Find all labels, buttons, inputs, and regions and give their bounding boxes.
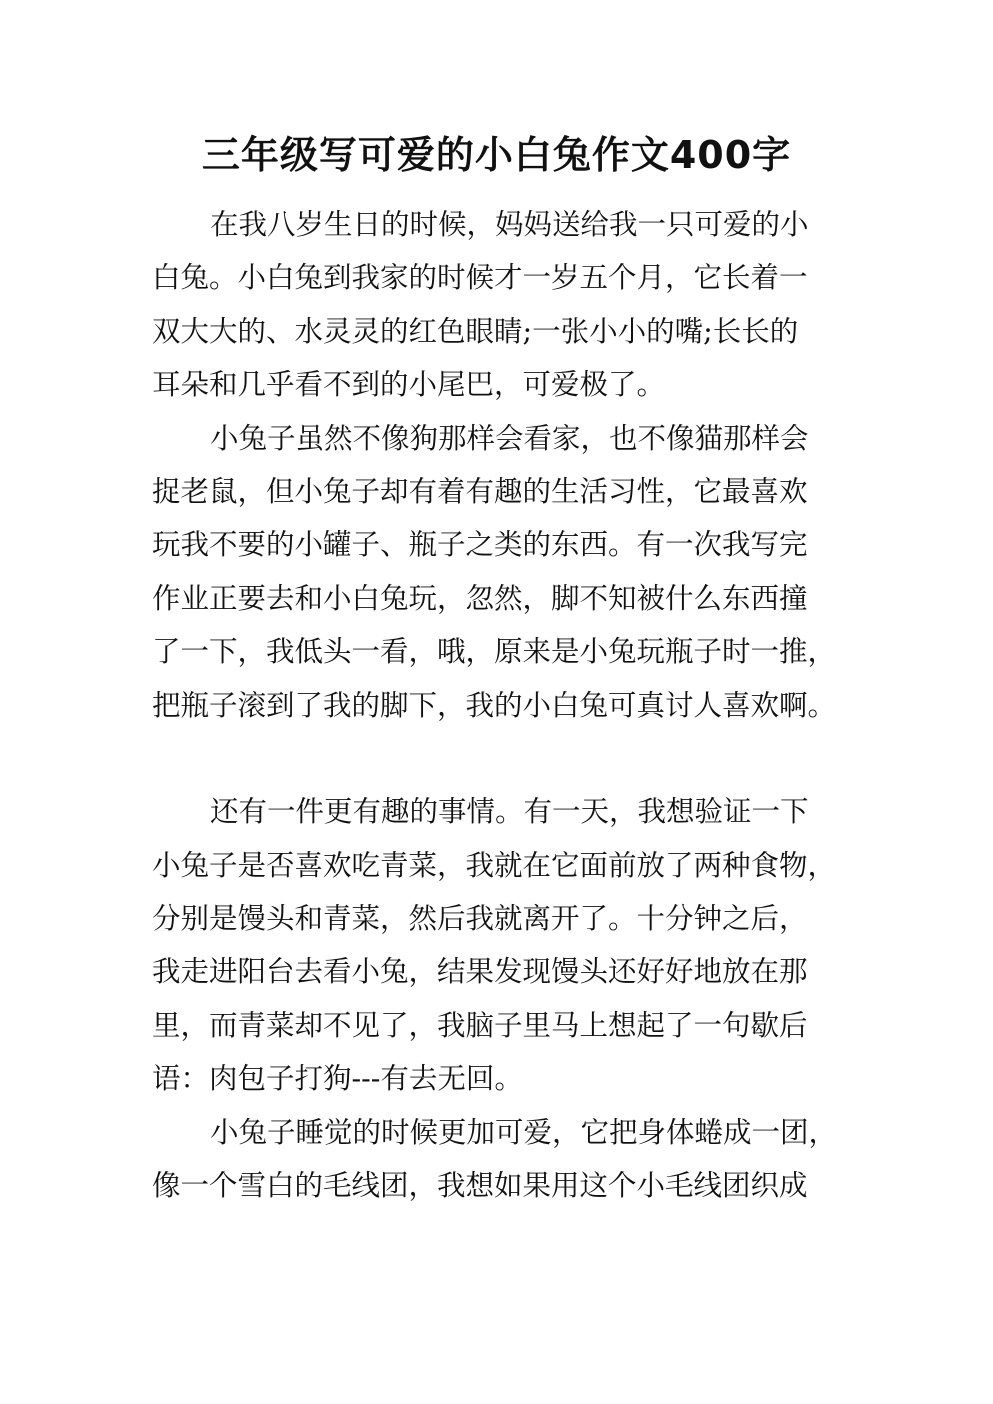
paragraph-3-line-4: 我走进阳台去看小兔，结果发现馒头还好好地放在那	[152, 955, 808, 989]
paragraph-1-line-1: 在我八岁生日的时候，妈妈送给我一只可爱的小	[210, 208, 809, 241]
paragraph-1-line-4: 耳朵和几乎看不到的小尾巴，可爱极了。	[152, 368, 666, 402]
paragraph-2-line-1: 小兔子虽然不像狗那样会看家，也不像猫那样会	[210, 421, 809, 455]
paragraph-4-line-2: 像一个雪白的毛线团，我想如果用这个小毛线团织成	[152, 1169, 808, 1203]
paragraph-2-line-5: 了一下，我低头一看，哦，原来是小兔玩瓶子时一推，	[152, 635, 837, 669]
paragraph-2-line-3: 玩我不要的小罐子、瓶子之类的东西。有一次我写完	[152, 528, 808, 562]
paragraph-1-line-3: 双大大的、水灵灵的红色眼睛;一张小小的嘴;长长的	[152, 314, 799, 348]
paragraph-3-line-5: 里，而青菜却不见了，我脑子里马上想起了一句歇后	[152, 1008, 808, 1042]
paragraph-3-line-1: 还有一件更有趣的事情。有一天，我想验证一下	[210, 795, 809, 829]
paragraph-1-line-2: 白兔。小白兔到我家的时候才一岁五个月，它长着一	[152, 261, 808, 295]
paragraph-3-line-6: 语：肉包子打狗---有去无回。	[152, 1062, 523, 1096]
paragraph-3-line-3: 分别是馒头和青菜，然后我就离开了。十分钟之后，	[152, 902, 808, 936]
paragraph-3-line-2: 小兔子是否喜欢吃青菜，我就在它面前放了两种食物，	[152, 848, 837, 882]
paragraph-2-line-4: 作业正要去和小白兔玩，忽然，脚不知被什么东西撞	[152, 581, 808, 615]
paragraph-2-line-2: 捉老鼠，但小兔子却有着有趣的生活习性，它最喜欢	[152, 474, 808, 508]
document-title: 三年级写可爱的小白兔作文400字	[201, 133, 792, 177]
paragraph-spacer	[152, 732, 872, 785]
document-body	[152, 198, 872, 1212]
paragraph-4-line-1: 小兔子睡觉的时候更加可爱，它把身体蜷成一团，	[210, 1115, 838, 1149]
paragraph-2-line-6: 把瓶子滚到了我的脚下，我的小白兔可真讨人喜欢啊。	[152, 688, 837, 722]
